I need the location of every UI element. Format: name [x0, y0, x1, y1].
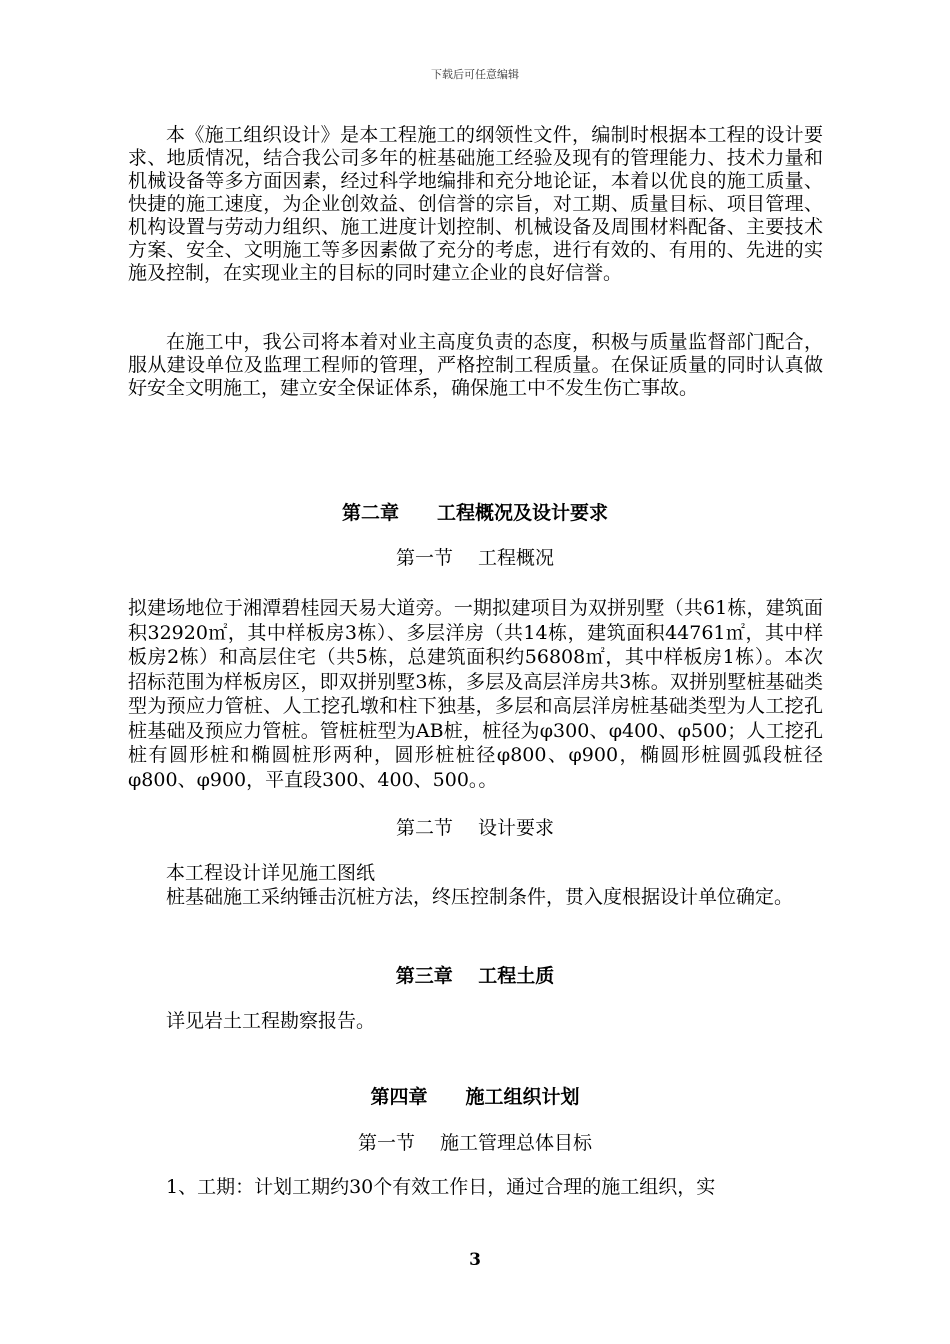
design-requirement-1: 本工程设计详见施工图纸	[166, 862, 376, 884]
schedule-goal-text: 1、工期：计划工期约30个有效工作日，通过合理的施工组织，实	[166, 1176, 716, 1198]
chapter-4-title: 第四章 施工组织计划	[370, 1086, 580, 1108]
design-requirement-2: 桩基础施工采纳锤击沉桩方法，终压控制条件，贯入度根据设计单位确定。	[166, 886, 794, 908]
chapter-4-section-1-title: 第一节 施工管理总体目标	[357, 1132, 593, 1154]
chapter-2-section-1-title: 第一节 工程概况	[395, 547, 555, 569]
page-number: 3	[469, 1250, 481, 1270]
intro-paragraph-1: 本《施工组织设计》是本工程施工的纲领性文件，编制时根据本工程的设计要求、地质情况，结合我公司多年的桩基础施工经验及现有的管理能力、技术力量和机械设备等多方面因素，经过科学地编排和充分地论证，本着以优良的施工质量、快捷的施工速度，为企业创效益、创信誉的宗旨，对工期、质量目标、项目管理、机构设置与劳动力组织、施工进度计划控制、机械设备及周围材料配备、主要技术方案、安全、文明施工等多因素做了充分的考虑，进行有效的、有用的、先进的实施及控制，在实现业主的目标的同时建立企业的良好信誉。	[128, 124, 823, 284]
intro-paragraph-2: 在施工中，我公司将本着对业主高度负责的态度，积极与质量监督部门配合，服从建设单位及监理工程师的管理，严格控制工程质量。在保证质量的同时认真做好安全文明施工，建立安全保证体系，确保施工中不发生伤亡事故。	[128, 331, 823, 399]
chapter-3-title: 第三章 工程土质	[395, 965, 555, 987]
soil-report-text: 详见岩土工程勘察报告。	[166, 1010, 376, 1032]
chapter-2-section-2-title: 第二节 设计要求	[395, 817, 555, 839]
chapter-2-title: 第二章 工程概况及设计要求	[341, 502, 608, 524]
page-header: 下载后可任意编辑	[431, 68, 519, 81]
project-overview-text: 拟建场地位于湘潭碧桂园天易大道旁。一期拟建项目为双拼别墅（共61栋，建筑面积32920㎡，其中样板房3栋）、多层洋房（共14栋，建筑面积44761㎡，其中样板房2栋）和高层住宅（共5栋，总建筑面积约56808㎡，其中样板房1栋）。本次招标范围为样板房区，即双拼别墅3栋，多层及高层洋房共3栋。双拼别墅桩基础类型为预应力管桩、人工挖孔墩和柱下独基，多层和高层洋房桩基础类型为人工挖孔桩基础及预应力管桩。管桩桩型为AB桩，桩径为φ300、φ400、φ500；人工挖孔桩有圆形桩和椭圆桩形两种，圆形桩桩径φ800、φ900，椭圆形桩圆弧段桩径φ800、φ900，平直段300、400、500。。	[128, 597, 823, 791]
